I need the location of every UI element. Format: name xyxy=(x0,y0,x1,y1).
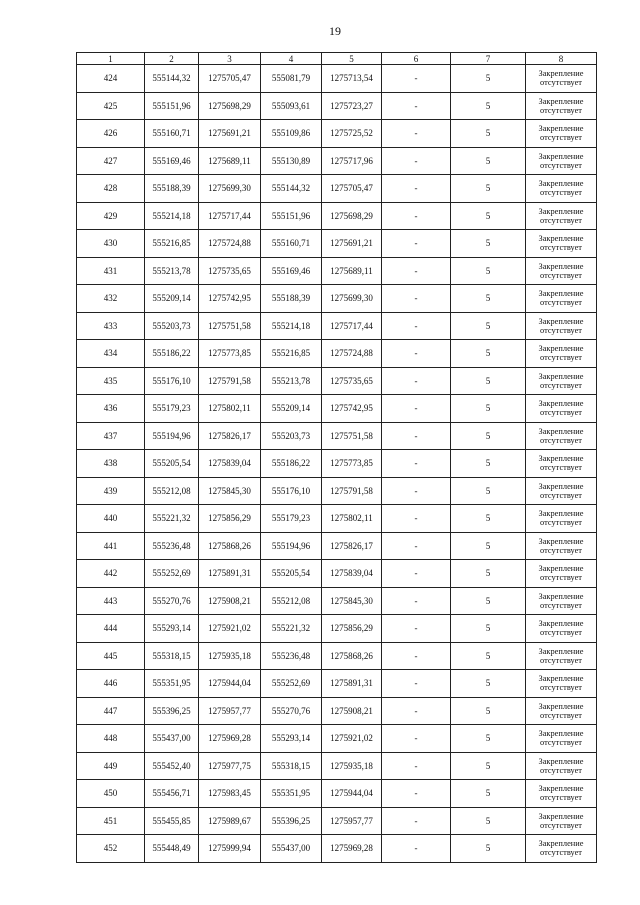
header-col-4: 4 xyxy=(261,53,322,65)
cell-col-2: 555186,22 xyxy=(145,340,199,368)
cell-col-5: 1275839,04 xyxy=(322,560,382,588)
cell-col-7: 5 xyxy=(451,422,526,450)
cell-col-3: 1275868,26 xyxy=(199,532,261,560)
cell-col-2: 555216,85 xyxy=(145,230,199,258)
cell-col-1: 444 xyxy=(77,615,145,643)
cell-col-3: 1275944,04 xyxy=(199,670,261,698)
cell-col-3: 1275691,21 xyxy=(199,120,261,148)
cell-col-2: 555448,49 xyxy=(145,835,199,863)
table-row xyxy=(77,587,597,615)
cell-col-3: 1275969,28 xyxy=(199,725,261,753)
cell-col-6: - xyxy=(382,257,451,285)
cell-col-5: 1275705,47 xyxy=(322,175,382,203)
cell-col-3: 1275921,02 xyxy=(199,615,261,643)
cell-col-1: 424 xyxy=(77,65,145,93)
cell-col-1: 437 xyxy=(77,422,145,450)
cell-col-6: - xyxy=(382,65,451,93)
cell-col-5: 1275908,21 xyxy=(322,697,382,725)
cell-col-4: 555093,61 xyxy=(261,92,322,120)
cell-col-6: - xyxy=(382,642,451,670)
cell-col-7: 5 xyxy=(451,257,526,285)
cell-col-5: 1275773,85 xyxy=(322,450,382,478)
cell-col-2: 555212,08 xyxy=(145,477,199,505)
cell-col-6: - xyxy=(382,230,451,258)
cell-col-8: Закрепление отсутствует xyxy=(526,477,597,505)
cell-col-3: 1275717,44 xyxy=(199,202,261,230)
cell-col-8: Закрепление отсутствует xyxy=(526,752,597,780)
cell-col-5: 1275826,17 xyxy=(322,532,382,560)
cell-col-8: Закрепление отсутствует xyxy=(526,65,597,93)
cell-col-3: 1275999,94 xyxy=(199,835,261,863)
cell-col-8: Закрепление отсутствует xyxy=(526,422,597,450)
table-row xyxy=(77,697,597,725)
cell-col-7: 5 xyxy=(451,752,526,780)
cell-col-4: 555318,15 xyxy=(261,752,322,780)
table-row xyxy=(77,560,597,588)
cell-col-1: 442 xyxy=(77,560,145,588)
cell-col-2: 555456,71 xyxy=(145,780,199,808)
cell-col-8: Закрепление отсутствует xyxy=(526,395,597,423)
cell-col-6: - xyxy=(382,532,451,560)
cell-col-8: Закрепление отсутствует xyxy=(526,202,597,230)
cell-col-2: 555252,69 xyxy=(145,560,199,588)
cell-col-5: 1275845,30 xyxy=(322,587,382,615)
table-row xyxy=(77,120,597,148)
cell-col-2: 555213,78 xyxy=(145,257,199,285)
cell-col-6: - xyxy=(382,285,451,313)
cell-col-8: Закрепление отсутствует xyxy=(526,120,597,148)
cell-col-3: 1275977,75 xyxy=(199,752,261,780)
cell-col-7: 5 xyxy=(451,367,526,395)
table-row xyxy=(77,807,597,835)
cell-col-4: 555293,14 xyxy=(261,725,322,753)
cell-col-6: - xyxy=(382,120,451,148)
cell-col-8: Закрепление отсутствует xyxy=(526,230,597,258)
cell-col-5: 1275921,02 xyxy=(322,725,382,753)
cell-col-7: 5 xyxy=(451,807,526,835)
page-number: 19 xyxy=(329,24,341,38)
cell-col-3: 1275773,85 xyxy=(199,340,261,368)
cell-col-7: 5 xyxy=(451,835,526,863)
cell-col-6: - xyxy=(382,175,451,203)
cell-col-4: 555186,22 xyxy=(261,450,322,478)
cell-col-5: 1275717,44 xyxy=(322,312,382,340)
cell-col-7: 5 xyxy=(451,697,526,725)
cell-col-6: - xyxy=(382,340,451,368)
cell-col-6: - xyxy=(382,367,451,395)
cell-col-2: 555236,48 xyxy=(145,532,199,560)
table-row xyxy=(77,312,597,340)
cell-col-4: 555270,76 xyxy=(261,697,322,725)
table-row xyxy=(77,340,597,368)
cell-col-4: 555214,18 xyxy=(261,312,322,340)
cell-col-5: 1275791,58 xyxy=(322,477,382,505)
header-col-2: 2 xyxy=(145,53,199,65)
cell-col-1: 448 xyxy=(77,725,145,753)
cell-col-2: 555169,46 xyxy=(145,147,199,175)
cell-col-1: 434 xyxy=(77,340,145,368)
table-row xyxy=(77,642,597,670)
cell-col-4: 555130,89 xyxy=(261,147,322,175)
cell-col-2: 555455,85 xyxy=(145,807,199,835)
cell-col-3: 1275724,88 xyxy=(199,230,261,258)
cell-col-1: 427 xyxy=(77,147,145,175)
cell-col-1: 447 xyxy=(77,697,145,725)
cell-col-1: 425 xyxy=(77,92,145,120)
cell-col-5: 1275742,95 xyxy=(322,395,382,423)
cell-col-5: 1275699,30 xyxy=(322,285,382,313)
cell-col-6: - xyxy=(382,560,451,588)
table-row xyxy=(77,450,597,478)
cell-col-3: 1275791,58 xyxy=(199,367,261,395)
cell-col-5: 1275717,96 xyxy=(322,147,382,175)
cell-col-2: 555176,10 xyxy=(145,367,199,395)
cell-col-4: 555176,10 xyxy=(261,477,322,505)
cell-col-7: 5 xyxy=(451,560,526,588)
cell-col-8: Закрепление отсутствует xyxy=(526,450,597,478)
cell-col-8: Закрепление отсутствует xyxy=(526,670,597,698)
cell-col-7: 5 xyxy=(451,395,526,423)
cell-col-2: 555396,25 xyxy=(145,697,199,725)
cell-col-5: 1275944,04 xyxy=(322,780,382,808)
header-col-5: 5 xyxy=(322,53,382,65)
cell-col-5: 1275723,27 xyxy=(322,92,382,120)
cell-col-1: 429 xyxy=(77,202,145,230)
cell-col-6: - xyxy=(382,725,451,753)
cell-col-1: 433 xyxy=(77,312,145,340)
cell-col-2: 555203,73 xyxy=(145,312,199,340)
table-row xyxy=(77,175,597,203)
cell-col-7: 5 xyxy=(451,532,526,560)
header-row xyxy=(77,53,597,65)
cell-col-2: 555160,71 xyxy=(145,120,199,148)
cell-col-8: Закрепление отсутствует xyxy=(526,257,597,285)
cell-col-7: 5 xyxy=(451,202,526,230)
header-col-6: 6 xyxy=(382,53,451,65)
cell-col-6: - xyxy=(382,615,451,643)
cell-col-4: 555194,96 xyxy=(261,532,322,560)
cell-col-7: 5 xyxy=(451,230,526,258)
cell-col-5: 1275725,52 xyxy=(322,120,382,148)
cell-col-1: 450 xyxy=(77,780,145,808)
cell-col-4: 555081,79 xyxy=(261,65,322,93)
cell-col-7: 5 xyxy=(451,450,526,478)
cell-col-5: 1275957,77 xyxy=(322,807,382,835)
table-row xyxy=(77,670,597,698)
table-body xyxy=(77,65,597,863)
cell-col-4: 555169,46 xyxy=(261,257,322,285)
cell-col-4: 555203,73 xyxy=(261,422,322,450)
cell-col-5: 1275856,29 xyxy=(322,615,382,643)
cell-col-8: Закрепление отсутствует xyxy=(526,780,597,808)
cell-col-1: 449 xyxy=(77,752,145,780)
cell-col-6: - xyxy=(382,505,451,533)
cell-col-3: 1275735,65 xyxy=(199,257,261,285)
cell-col-7: 5 xyxy=(451,780,526,808)
cell-col-5: 1275935,18 xyxy=(322,752,382,780)
table-row xyxy=(77,147,597,175)
cell-col-1: 439 xyxy=(77,477,145,505)
table-row xyxy=(77,725,597,753)
cell-col-3: 1275856,29 xyxy=(199,505,261,533)
cell-col-1: 436 xyxy=(77,395,145,423)
cell-col-7: 5 xyxy=(451,312,526,340)
cell-col-2: 555270,76 xyxy=(145,587,199,615)
cell-col-5: 1275969,28 xyxy=(322,835,382,863)
cell-col-6: - xyxy=(382,147,451,175)
cell-col-4: 555151,96 xyxy=(261,202,322,230)
cell-col-3: 1275908,21 xyxy=(199,587,261,615)
cell-col-1: 451 xyxy=(77,807,145,835)
table-header xyxy=(77,53,597,65)
cell-col-4: 555144,32 xyxy=(261,175,322,203)
cell-col-3: 1275935,18 xyxy=(199,642,261,670)
cell-col-8: Закрепление отсутствует xyxy=(526,175,597,203)
cell-col-5: 1275735,65 xyxy=(322,367,382,395)
cell-col-3: 1275839,04 xyxy=(199,450,261,478)
cell-col-2: 555194,96 xyxy=(145,422,199,450)
cell-col-1: 441 xyxy=(77,532,145,560)
cell-col-8: Закрепление отсутствует xyxy=(526,532,597,560)
table-row xyxy=(77,780,597,808)
cell-col-4: 555236,48 xyxy=(261,642,322,670)
cell-col-2: 555452,40 xyxy=(145,752,199,780)
cell-col-2: 555293,14 xyxy=(145,615,199,643)
cell-col-4: 555205,54 xyxy=(261,560,322,588)
cell-col-7: 5 xyxy=(451,340,526,368)
cell-col-7: 5 xyxy=(451,615,526,643)
cell-col-1: 432 xyxy=(77,285,145,313)
cell-col-1: 435 xyxy=(77,367,145,395)
table-row xyxy=(77,285,597,313)
cell-col-7: 5 xyxy=(451,477,526,505)
cell-col-6: - xyxy=(382,202,451,230)
cell-col-1: 426 xyxy=(77,120,145,148)
cell-col-2: 555144,32 xyxy=(145,65,199,93)
cell-col-4: 555252,69 xyxy=(261,670,322,698)
cell-col-8: Закрепление отсутствует xyxy=(526,560,597,588)
cell-col-7: 5 xyxy=(451,175,526,203)
cell-col-3: 1275751,58 xyxy=(199,312,261,340)
cell-col-5: 1275724,88 xyxy=(322,340,382,368)
cell-col-3: 1275983,45 xyxy=(199,780,261,808)
cell-col-1: 443 xyxy=(77,587,145,615)
cell-col-6: - xyxy=(382,450,451,478)
cell-col-4: 555213,78 xyxy=(261,367,322,395)
cell-col-4: 555221,32 xyxy=(261,615,322,643)
cell-col-3: 1275826,17 xyxy=(199,422,261,450)
header-col-7: 7 xyxy=(451,53,526,65)
cell-col-7: 5 xyxy=(451,725,526,753)
cell-col-2: 555437,00 xyxy=(145,725,199,753)
cell-col-6: - xyxy=(382,670,451,698)
cell-col-6: - xyxy=(382,780,451,808)
table-row xyxy=(77,65,597,93)
cell-col-1: 452 xyxy=(77,835,145,863)
cell-col-7: 5 xyxy=(451,505,526,533)
cell-col-1: 430 xyxy=(77,230,145,258)
cell-col-4: 555188,39 xyxy=(261,285,322,313)
header-col-1: 1 xyxy=(77,53,145,65)
cell-col-1: 431 xyxy=(77,257,145,285)
cell-col-5: 1275691,21 xyxy=(322,230,382,258)
cell-col-4: 555109,86 xyxy=(261,120,322,148)
cell-col-3: 1275742,95 xyxy=(199,285,261,313)
cell-col-2: 555351,95 xyxy=(145,670,199,698)
cell-col-7: 5 xyxy=(451,92,526,120)
cell-col-7: 5 xyxy=(451,642,526,670)
cell-col-6: - xyxy=(382,92,451,120)
cell-col-2: 555221,32 xyxy=(145,505,199,533)
cell-col-5: 1275868,26 xyxy=(322,642,382,670)
table-row xyxy=(77,202,597,230)
cell-col-4: 555212,08 xyxy=(261,587,322,615)
cell-col-8: Закрепление отсутствует xyxy=(526,835,597,863)
cell-col-7: 5 xyxy=(451,670,526,698)
cell-col-5: 1275751,58 xyxy=(322,422,382,450)
cell-col-3: 1275802,11 xyxy=(199,395,261,423)
table-row xyxy=(77,615,597,643)
header-col-3: 3 xyxy=(199,53,261,65)
cell-col-1: 445 xyxy=(77,642,145,670)
cell-col-1: 446 xyxy=(77,670,145,698)
table-row xyxy=(77,422,597,450)
cell-col-3: 1275891,31 xyxy=(199,560,261,588)
cell-col-1: 440 xyxy=(77,505,145,533)
cell-col-8: Закрепление отсутствует xyxy=(526,642,597,670)
cell-col-1: 428 xyxy=(77,175,145,203)
cell-col-5: 1275802,11 xyxy=(322,505,382,533)
table-row xyxy=(77,395,597,423)
cell-col-4: 555437,00 xyxy=(261,835,322,863)
table-row xyxy=(77,532,597,560)
cell-col-5: 1275698,29 xyxy=(322,202,382,230)
cell-col-8: Закрепление отсутствует xyxy=(526,807,597,835)
cell-col-5: 1275713,54 xyxy=(322,65,382,93)
cell-col-6: - xyxy=(382,312,451,340)
cell-col-4: 555179,23 xyxy=(261,505,322,533)
cell-col-8: Закрепление отсутствует xyxy=(526,367,597,395)
cell-col-6: - xyxy=(382,697,451,725)
cell-col-2: 555179,23 xyxy=(145,395,199,423)
cell-col-4: 555396,25 xyxy=(261,807,322,835)
cell-col-8: Закрепление отсутствует xyxy=(526,340,597,368)
cell-col-3: 1275845,30 xyxy=(199,477,261,505)
cell-col-2: 555188,39 xyxy=(145,175,199,203)
cell-col-2: 555151,96 xyxy=(145,92,199,120)
cell-col-3: 1275705,47 xyxy=(199,65,261,93)
cell-col-7: 5 xyxy=(451,65,526,93)
table-row xyxy=(77,752,597,780)
table-row xyxy=(77,477,597,505)
cell-col-2: 555209,14 xyxy=(145,285,199,313)
table-row xyxy=(77,505,597,533)
cell-col-2: 555214,18 xyxy=(145,202,199,230)
table-row xyxy=(77,257,597,285)
cell-col-8: Закрепление отсутствует xyxy=(526,725,597,753)
cell-col-3: 1275699,30 xyxy=(199,175,261,203)
header-col-8: 8 xyxy=(526,53,597,65)
cell-col-1: 438 xyxy=(77,450,145,478)
table-row xyxy=(77,835,597,863)
cell-col-3: 1275957,77 xyxy=(199,697,261,725)
cell-col-8: Закрепление отсутствует xyxy=(526,615,597,643)
cell-col-7: 5 xyxy=(451,120,526,148)
cell-col-6: - xyxy=(382,395,451,423)
table-row xyxy=(77,367,597,395)
table-row xyxy=(77,92,597,120)
cell-col-8: Закрепление отсутствует xyxy=(526,312,597,340)
cell-col-7: 5 xyxy=(451,587,526,615)
cell-col-8: Закрепление отсутствует xyxy=(526,92,597,120)
cell-col-6: - xyxy=(382,807,451,835)
cell-col-2: 555318,15 xyxy=(145,642,199,670)
cell-col-6: - xyxy=(382,835,451,863)
cell-col-8: Закрепление отсутствует xyxy=(526,147,597,175)
cell-col-6: - xyxy=(382,752,451,780)
cell-col-2: 555205,54 xyxy=(145,450,199,478)
cell-col-7: 5 xyxy=(451,147,526,175)
table-row xyxy=(77,230,597,258)
cell-col-6: - xyxy=(382,587,451,615)
cell-col-3: 1275989,67 xyxy=(199,807,261,835)
coordinates-table xyxy=(76,52,597,863)
cell-col-6: - xyxy=(382,477,451,505)
cell-col-8: Закрепление отсутствует xyxy=(526,505,597,533)
cell-col-3: 1275698,29 xyxy=(199,92,261,120)
cell-col-4: 555209,14 xyxy=(261,395,322,423)
cell-col-4: 555216,85 xyxy=(261,340,322,368)
cell-col-8: Закрепление отсутствует xyxy=(526,587,597,615)
cell-col-8: Закрепление отсутствует xyxy=(526,697,597,725)
cell-col-8: Закрепление отсутствует xyxy=(526,285,597,313)
cell-col-5: 1275689,11 xyxy=(322,257,382,285)
cell-col-4: 555160,71 xyxy=(261,230,322,258)
cell-col-4: 555351,95 xyxy=(261,780,322,808)
cell-col-6: - xyxy=(382,422,451,450)
cell-col-7: 5 xyxy=(451,285,526,313)
cell-col-5: 1275891,31 xyxy=(322,670,382,698)
cell-col-3: 1275689,11 xyxy=(199,147,261,175)
